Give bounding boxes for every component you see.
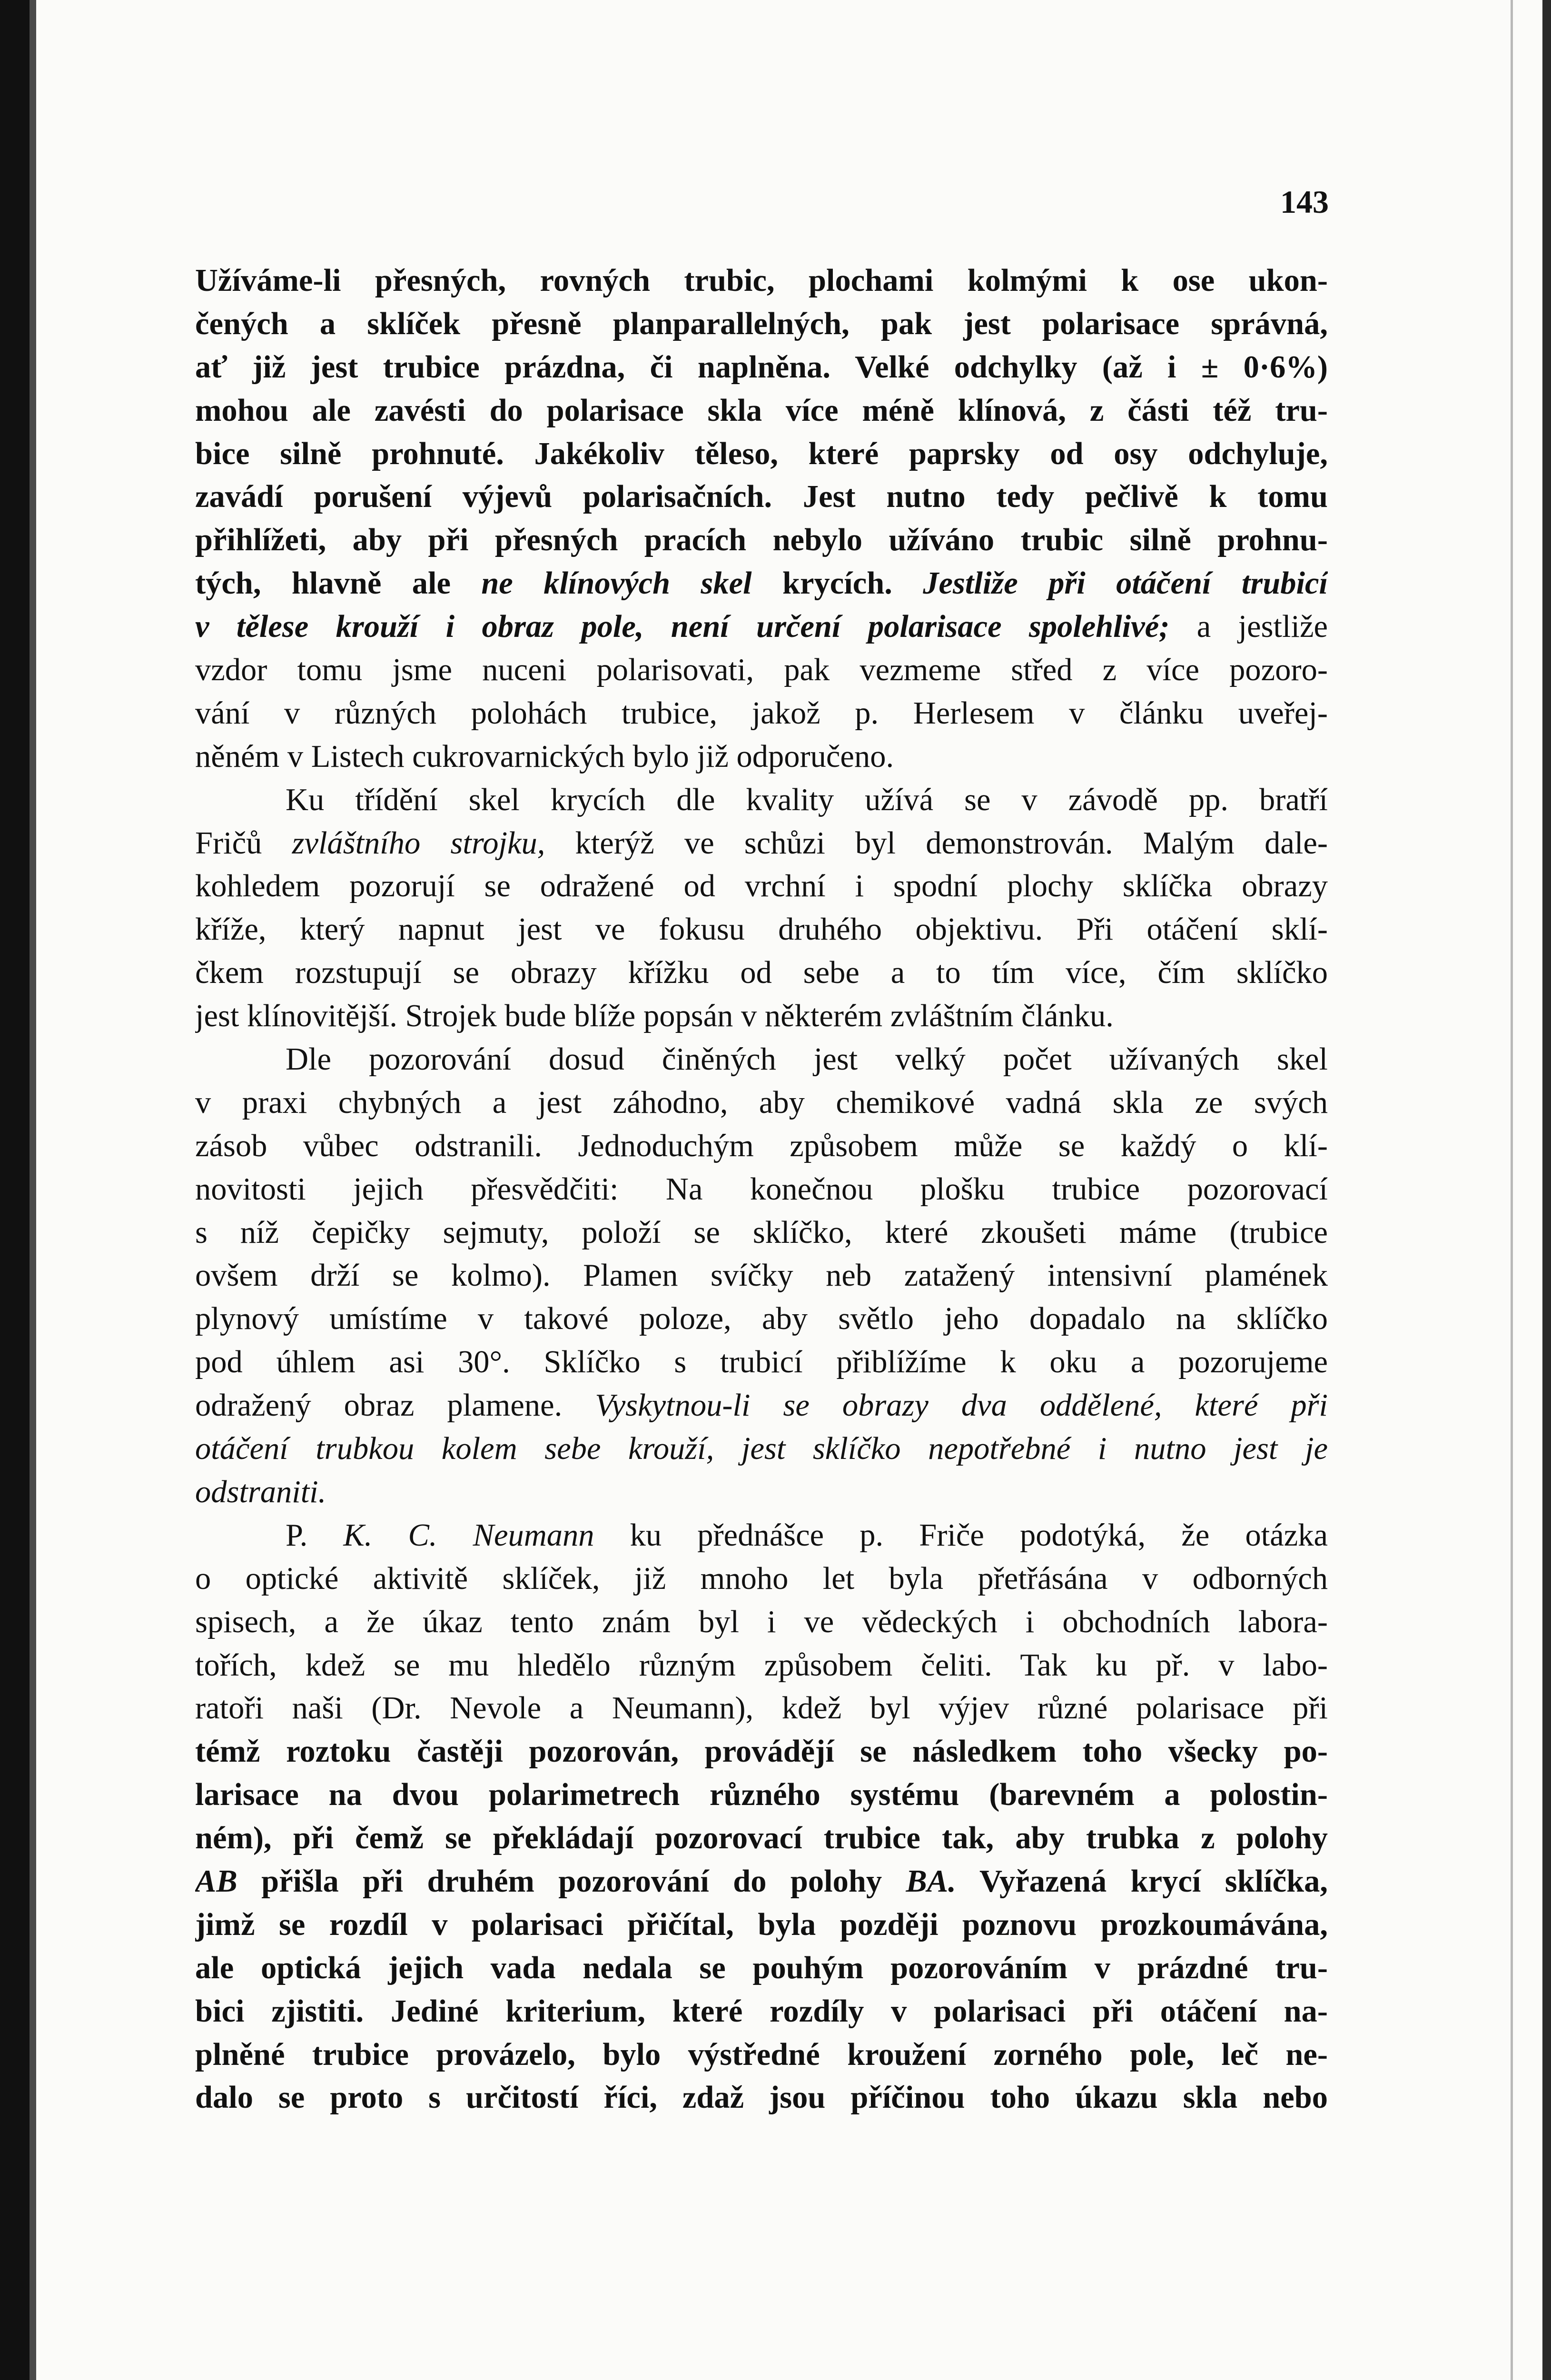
text-segment: odražený obraz plamene. [195,1388,595,1423]
text-segment: pod úhlem asi 30°. Sklíčko s trubicí přiblížíme k oku a pozorujeme [195,1345,1328,1380]
text-segment: larisace na dvou polarimetrech různého systému (barevném a polostin- [195,1777,1328,1813]
text-segment: dalo se proto s určitostí říci, zdaž jsou příčinou toho úkazu skla nebo [195,2080,1328,2115]
text-line [195,1730,1328,1774]
text-line [195,2033,1328,2077]
text-line [195,1990,1328,2033]
text-segment: bici zjistiti. Jediné kriterium, které rozdíly v polarisaci při otáčení na- [195,1993,1328,2029]
text-segment: Užíváme-li přesných, rovných trubic, plochami kolmými k ose ukon- [195,263,1328,298]
text-segment: otáčení trubkou kolem sebe krouží, jest sklíčko nepotřebné i nutno jest je [195,1431,1328,1467]
text-segment: bice silně prohnuté. Jakékoliv těleso, které paprsky od osy odchyluje, [195,436,1328,471]
text-segment: jimž se rozdíl v polarisaci přičítal, byla později poznovu prozkoumávána, [195,1907,1328,1942]
text-line [195,1081,1328,1125]
text-segment: K. C. Neumann [343,1517,594,1553]
scan-left-border [0,0,30,2380]
text-segment: v tělese krouží i obraz pole, není určení polarisace spolehlivé; [195,609,1170,645]
text-segment: ale optická jejich vada nedala se pouhým pozorováním v prázdné tru- [195,1950,1328,1985]
text-line [195,1557,1328,1601]
text-line [195,1384,1328,1428]
text-segment: čkem rozstupují se obrazy křížku od sebe a to tím více, čím sklíčko [195,955,1328,991]
text-segment: v praxi chybných a jest záhodno, aby chemikové vadná skla ze svých [195,1085,1328,1120]
text-segment: Vyskytnou-li se obrazy dva oddělené, které při [595,1388,1328,1423]
text-segment: BA. [906,1864,956,1899]
page-number: 143 [1280,184,1329,220]
text-line [195,2076,1328,2120]
text-segment: tořích, kdež se mu hledělo různým způsobem čeliti. Tak ku př. v labo- [195,1647,1328,1683]
body-text [195,259,1328,2120]
text-segment: AB [195,1864,237,1899]
text-segment: krycích. [751,566,923,601]
text-segment: ovšem drží se kolmo). Plamen svíčky neb zatažený intensivní plamének [195,1258,1328,1293]
text-line [195,259,1328,303]
text-line [195,1428,1328,1471]
text-segment: kříže, který napnut jest ve fokusu druhého objektivu. Při otáčení sklí- [195,912,1328,947]
text-segment: ku přednášce p. Friče podotýká, že otázka [594,1517,1328,1553]
text-segment: novitosti jejich přesvědčiti: Na konečnou plošku trubice pozorovací [195,1171,1328,1207]
text-line [195,1341,1328,1384]
text-line [195,649,1328,692]
text-line [195,692,1328,735]
scan-left-shadow [30,0,36,2380]
text-line [195,952,1328,995]
text-segment: Dle pozorování dosud činěných jest velký počet užívaných skel [286,1042,1328,1077]
text-line [195,346,1328,389]
text-segment: a jestliže [1169,609,1328,645]
text-segment: plynový umístíme v takové poloze, aby světlo jeho dopadalo na sklíčko [195,1301,1328,1337]
text-segment: Vyřazená krycí sklíčka, [956,1864,1328,1899]
text-line [195,1211,1328,1255]
text-segment: spisech, a že úkaz tento znám byl i ve vědeckých i obchodních labora- [195,1604,1328,1639]
text-segment: kterýž ve schůzi byl demonstrován. Malým dale- [545,825,1328,861]
text-segment: zásob vůbec odstranili. Jednoduchým způsobem může se každý o klí- [195,1128,1328,1163]
text-segment: témž roztoku častěji pozorován, provádějí se následkem toho všecky po- [195,1734,1328,1769]
text-segment: jest klínovitější. Strojek bude blíže popsán v některém zvláštním článku. [195,999,1114,1034]
text-line [195,1514,1328,1557]
text-segment: čených a sklíček přesně planparallelných, pak jest polarisace správná, [195,306,1328,341]
text-segment: zvláštního strojku, [292,825,545,861]
text-line [195,822,1328,865]
text-segment: zavádí porušení výjevů polarisačních. Jest nutno tedy pečlivě k tomu [195,479,1328,515]
text-line [195,1644,1328,1687]
text-segment: vání v různých polohách trubice, jakož p. Herlesem v článku uveřej- [195,695,1328,731]
text-segment: kohledem pozorují se odražené od vrchní i spodní plochy sklíčka obrazy [195,869,1328,904]
text-segment: ném), při čemž se překládají pozorovací trubice tak, aby trubka z polohy [195,1821,1328,1856]
text-segment: Fričů [195,825,292,861]
text-line [195,865,1328,908]
text-line [195,908,1328,952]
text-line [195,1298,1328,1341]
text-line [195,605,1328,649]
text-segment: něném v Listech cukrovarnických bylo již odporučeno. [195,739,894,774]
text-line [195,1038,1328,1081]
text-line [195,562,1328,605]
text-segment: P. [286,1517,344,1553]
text-line [195,303,1328,346]
text-segment: ať již jest trubice prázdna, či naplněna. Velké odchylky (až i ± 0·6%) [195,349,1328,385]
text-line [195,735,1328,779]
text-line [195,433,1328,476]
text-line [195,1904,1328,1947]
scan-right-line [1511,0,1513,2380]
text-segment: přihlížeti, aby při přesných pracích nebylo užíváno trubic silně prohnu- [195,523,1328,558]
text-line [195,1471,1328,1514]
text-line [195,1254,1328,1298]
text-line [195,519,1328,562]
text-segment: ne klínových skel [481,566,752,601]
text-line [195,1817,1328,1860]
text-line [195,995,1328,1038]
text-line [195,1601,1328,1644]
text-segment: odstraniti. [195,1474,326,1509]
text-segment: Ku třídění skel krycích dle kvality užívá se v závodě pp. bratří [286,782,1328,817]
text-segment: o optické aktivitě sklíček, již mnoho let byla přetřásána v odborných [195,1561,1328,1596]
text-segment: mohou ale zavésti do polarisace skla více méně klínová, z části též tru- [195,393,1328,428]
text-line [195,1860,1328,1904]
text-segment: plněné trubice provázelo, bylo výstředné kroužení zorného pole, leč ne- [195,2037,1328,2072]
text-line [195,1774,1328,1817]
text-segment: vzdor tomu jsme nuceni polarisovati, pak vezmeme střed z více pozoro- [195,653,1328,688]
text-segment: přišla při druhém pozorování do polohy [237,1864,906,1899]
text-line [195,1125,1328,1168]
text-line [195,476,1328,519]
scan-right-border [1542,0,1551,2380]
text-line [195,779,1328,822]
text-segment: Jestliže při otáčení trubicí [923,566,1328,601]
text-line [195,389,1328,433]
text-segment: tých, hlavně ale [195,566,482,601]
text-segment: s níž čepičky sejmuty, položí se sklíčko, které zkoušeti máme (trubice [195,1215,1328,1250]
text-line [195,1687,1328,1730]
text-line [195,1947,1328,1990]
text-line [195,1168,1328,1211]
text-segment: ratoři naši (Dr. Nevole a Neumann), kdež byl výjev různé polarisace při [195,1691,1328,1726]
